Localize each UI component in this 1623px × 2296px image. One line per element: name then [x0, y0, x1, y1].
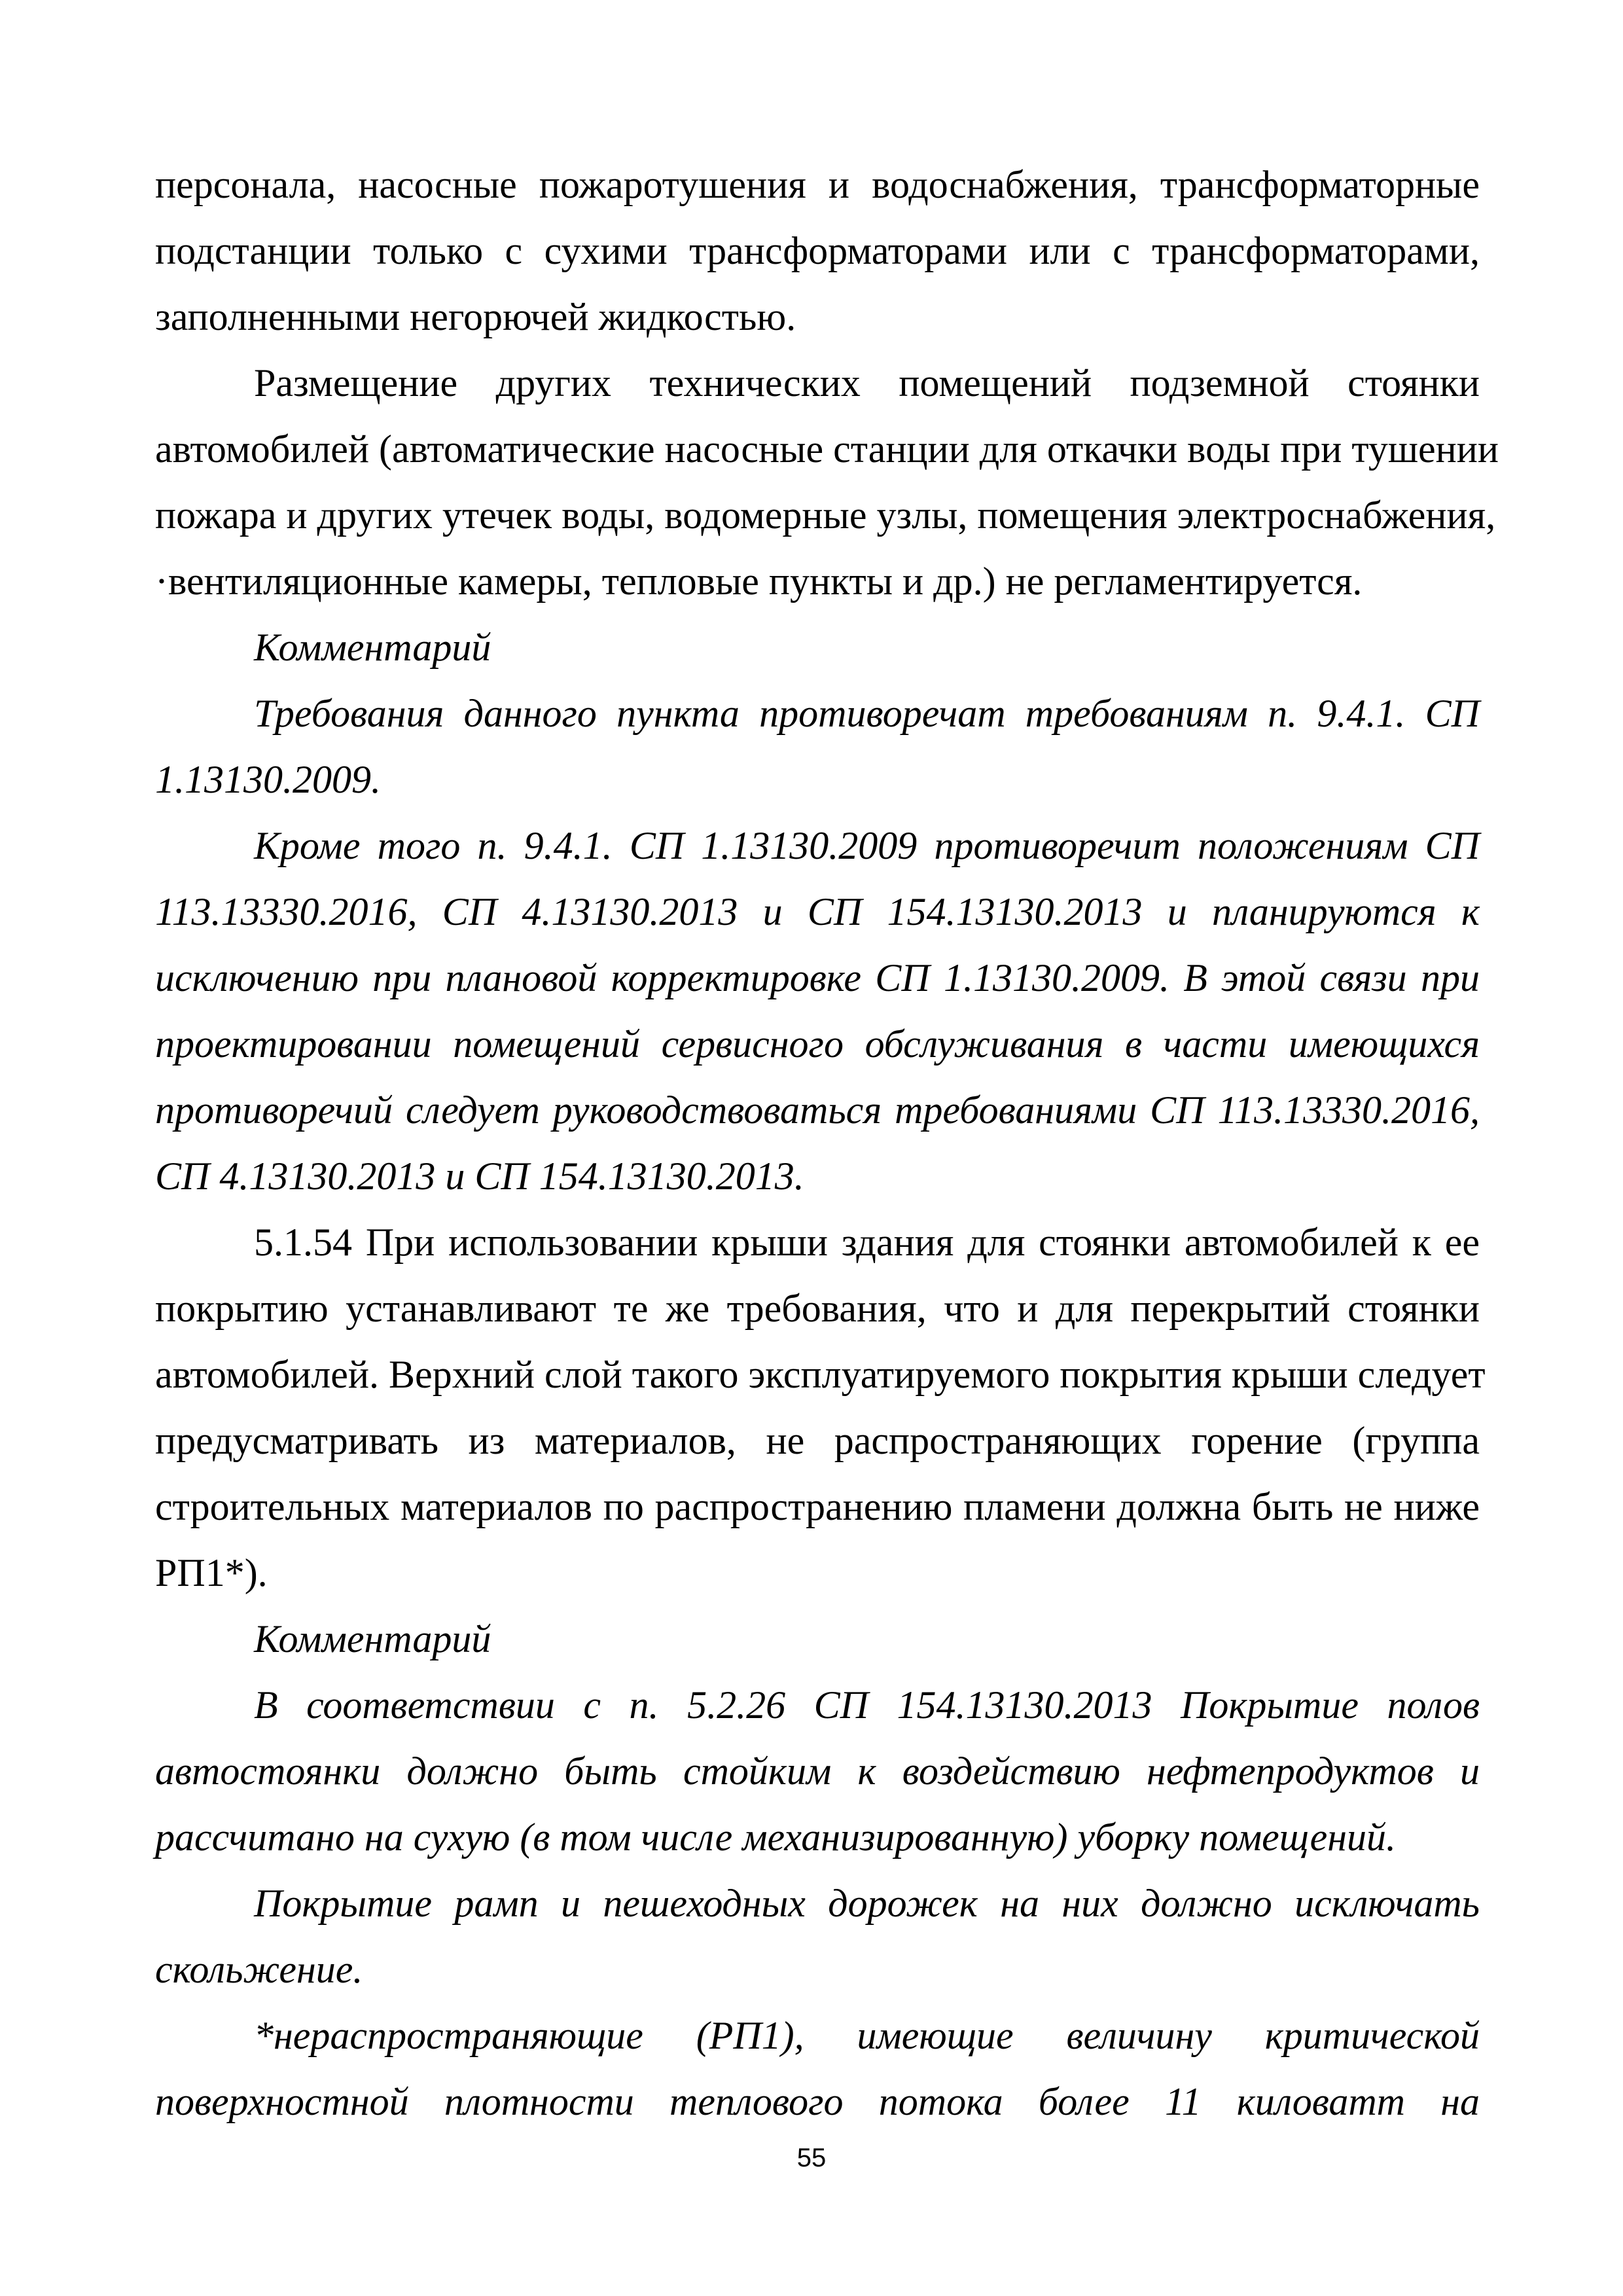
text-line: 1.13130.2009.: [155, 758, 381, 801]
text-line: противоречий следует руководствоваться требованиями СП 113.13330.2016,: [155, 1088, 1480, 1132]
text-line: пожара и других утечек воды, водомерные узлы, помещения электроснабжения,: [155, 493, 1496, 537]
text-line: автомобилей. Верхний слой такого эксплуатируемого покрытия крыши следует: [155, 1353, 1486, 1396]
text-line: предусматривать из материалов, не распространяющих горение (группа: [155, 1419, 1480, 1462]
text-line: В соответствии с п. 5.2.26 СП 154.13130.2013 Покрытие полов: [254, 1683, 1480, 1727]
text-line: ·вентиляционные камеры, тепловые пункты и др.) не регламентируется.: [155, 560, 1363, 603]
page-number: 55: [796, 2144, 827, 2172]
text-line: автостоянки должно быть стойким к воздействию нефтепродуктов и: [155, 1749, 1480, 1793]
text-line: покрытию устанавливают те же требования, что и для перекрытий стоянки: [155, 1287, 1480, 1330]
text-line: строительных материалов по распространению пламени должна быть не ниже: [155, 1485, 1480, 1528]
text-line: заполненными негорючей жидкостью.: [155, 295, 796, 338]
text-line: 113.13330.2016, СП 4.13130.2013 и СП 154.13130.2013 и планируются к: [155, 890, 1480, 933]
text-line: СП 4.13130.2013 и СП 154.13130.2013.: [155, 1155, 804, 1198]
text-line: проектировании помещений сервисного обслуживания в части имеющихся: [155, 1022, 1480, 1066]
text-line: рассчитано на сухую (в том числе механизированную) уборку помещений.: [155, 1816, 1396, 1859]
text-line: РП1*).: [155, 1551, 268, 1594]
text-line: *нераспространяющие (РП1), имеющие величину критической: [254, 2014, 1480, 2057]
text-line: исключению при плановой корректировке СП 1.13130.2009. В этой связи при: [155, 956, 1480, 999]
text-line: Комментарий: [254, 1617, 491, 1660]
text-line: Кроме того п. 9.4.1. СП 1.13130.2009 противоречит положениям СП: [254, 824, 1480, 867]
text-line: персонала, насосные пожаротушения и водоснабжения, трансформаторные: [155, 163, 1480, 206]
text-line: 5.1.54 При использовании крыши здания для стоянки автомобилей к ее: [254, 1221, 1480, 1264]
text-line: скольжение.: [155, 1948, 363, 1991]
text-line: Требования данного пункта противоречат требованиям п. 9.4.1. СП: [254, 692, 1480, 735]
text-line: Покрытие рамп и пешеходных дорожек на них должно исключать: [254, 1882, 1480, 1925]
text-line: автомобилей (автоматические насосные станции для откачки воды при тушении: [155, 427, 1499, 471]
text-line: поверхностной плотности теплового потока более 11 киловатт на: [155, 2080, 1480, 2123]
text-line: Размещение других технических помещений подземной стоянки: [254, 361, 1480, 404]
text-line: подстанции только с сухими трансформаторами или с трансформаторами,: [155, 229, 1480, 272]
text-line: Комментарий: [254, 626, 491, 669]
